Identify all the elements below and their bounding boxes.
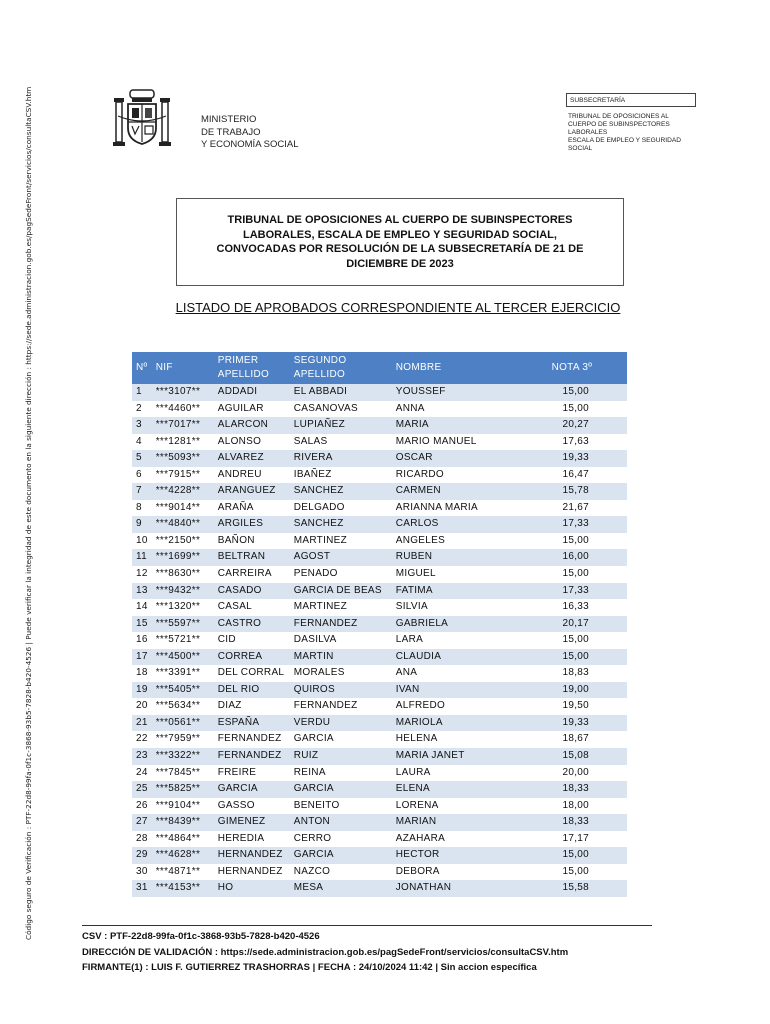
row-number: 17 bbox=[132, 649, 152, 666]
row-primer-apellido: DIAZ bbox=[217, 700, 242, 712]
row-nif: ***1699** bbox=[152, 549, 214, 566]
row-primer-apellido: ARGILES bbox=[214, 516, 290, 533]
row-nombre: ANA bbox=[395, 667, 418, 679]
row-segundo-apellido: MARTINEZ bbox=[293, 601, 348, 613]
row-number: 22 bbox=[136, 733, 148, 745]
row-nota: 17,17 bbox=[562, 832, 589, 844]
row-number: 31 bbox=[132, 880, 152, 897]
row-nombre: ANGELES bbox=[395, 534, 446, 546]
row-nif: ***5634** bbox=[155, 700, 201, 712]
row-nombre: RICARDO bbox=[395, 468, 444, 480]
header-nombre: NOMBRE bbox=[392, 352, 517, 384]
row-nif: ***2150** bbox=[155, 534, 201, 546]
row-primer-apellido: GIMENEZ bbox=[214, 814, 290, 831]
csv-code: CSV : PTF-22d8-99fa-0f1c-3868-93b5-7828-b420-4526 bbox=[82, 931, 320, 942]
row-segundo-apellido: DELGADO bbox=[293, 501, 345, 513]
table-row bbox=[132, 632, 627, 649]
row-number: 14 bbox=[136, 601, 148, 613]
row-nombre: HELENA bbox=[395, 733, 438, 745]
table-row bbox=[132, 583, 627, 600]
row-nota: 18,67 bbox=[562, 733, 589, 745]
row-nota: 20,17 bbox=[517, 616, 627, 633]
row-segundo-apellido: RUIZ bbox=[290, 748, 392, 765]
row-number: 16 bbox=[136, 634, 148, 646]
row-nombre: OSCAR bbox=[392, 450, 517, 467]
row-nota: 15,00 bbox=[562, 865, 589, 877]
row-number: 20 bbox=[136, 700, 148, 712]
row-nota: 17,63 bbox=[562, 435, 589, 447]
row-primer-apellido: GASSO bbox=[217, 799, 255, 811]
row-primer-apellido: HERNANDEZ bbox=[217, 865, 283, 877]
row-nif: ***4228** bbox=[152, 483, 214, 500]
signature-footer bbox=[82, 929, 568, 976]
row-segundo-apellido: QUIROS bbox=[290, 682, 392, 699]
row-nota: 15,00 bbox=[517, 649, 627, 666]
table-row bbox=[132, 847, 627, 864]
row-nombre: CARMEN bbox=[392, 483, 517, 500]
signer-info: FIRMANTE(1) : LUIS F. GUTIERREZ TRASHORRAS | FECHA : 24/10/2024 11:42 | Sin accion específica bbox=[82, 962, 537, 973]
ministry-name: MINISTERIO DE TRABAJO Y ECONOMÍA SOCIAL bbox=[201, 114, 299, 150]
table-row bbox=[132, 880, 627, 897]
row-segundo-apellido: RIVERA bbox=[290, 450, 392, 467]
row-primer-apellido: HEREDIA bbox=[217, 832, 265, 844]
row-number: 19 bbox=[132, 682, 152, 699]
approved-candidates-table bbox=[132, 352, 627, 897]
row-nif: ***3391** bbox=[155, 667, 201, 679]
row-primer-apellido: ADDADI bbox=[214, 384, 290, 401]
row-nombre: YOUSSEF bbox=[392, 384, 517, 401]
table-row bbox=[132, 401, 627, 418]
row-number: 29 bbox=[132, 847, 152, 864]
row-nombre: ARIANNA MARIA bbox=[395, 501, 478, 513]
table-row bbox=[132, 715, 627, 732]
row-number: 4 bbox=[136, 435, 142, 447]
row-nombre: MARIA JANET bbox=[392, 748, 517, 765]
row-nota: 15,00 bbox=[562, 634, 589, 646]
list-subtitle: LISTADO DE APROBADOS CORRESPONDIENTE AL TERCER EJERCICIO bbox=[175, 300, 621, 315]
table-row bbox=[132, 682, 627, 699]
row-nombre: MARIAN bbox=[392, 814, 517, 831]
row-nif: ***7915** bbox=[155, 468, 201, 480]
row-nif: ***4460** bbox=[155, 402, 201, 414]
row-nif: ***3107** bbox=[152, 384, 214, 401]
row-primer-apellido: ALARCON bbox=[214, 417, 290, 434]
row-primer-apellido: CARREIRA bbox=[217, 568, 272, 580]
row-segundo-apellido: SALAS bbox=[293, 435, 328, 447]
row-nif: ***9432** bbox=[152, 583, 214, 600]
table-row bbox=[132, 798, 627, 815]
table-row bbox=[132, 467, 627, 484]
row-segundo-apellido: GARCIA bbox=[290, 847, 392, 864]
row-number: 2 bbox=[136, 402, 142, 414]
table-row bbox=[132, 516, 627, 533]
row-segundo-apellido: DASILVA bbox=[293, 634, 337, 646]
row-nombre: LORENA bbox=[395, 799, 439, 811]
row-primer-apellido: BAÑON bbox=[217, 534, 255, 546]
row-number: 24 bbox=[136, 766, 148, 778]
tribunal-header-text: TRIBUNAL DE OPOSICIONES AL CUERPO DE SUBINSPECTORES LABORALES ESCALA DE EMPLEO Y SEGURIDAD SOCIAL bbox=[568, 113, 681, 152]
row-nota: 15,00 bbox=[517, 847, 627, 864]
row-number: 10 bbox=[136, 534, 148, 546]
row-primer-apellido: ARANGUEZ bbox=[214, 483, 290, 500]
table-row bbox=[132, 781, 627, 798]
row-nombre: LARA bbox=[395, 634, 424, 646]
row-number: 25 bbox=[132, 781, 152, 798]
table-row bbox=[132, 500, 627, 517]
row-nif: ***4871** bbox=[155, 865, 201, 877]
row-nombre: LAURA bbox=[395, 766, 431, 778]
row-primer-apellido: AGUILAR bbox=[217, 402, 264, 414]
table-row bbox=[132, 566, 627, 583]
row-nombre: CARLOS bbox=[392, 516, 517, 533]
row-nota: 15,08 bbox=[517, 748, 627, 765]
row-nota: 17,33 bbox=[517, 516, 627, 533]
row-segundo-apellido: MORALES bbox=[293, 667, 345, 679]
row-segundo-apellido: GARCIA bbox=[290, 781, 392, 798]
row-segundo-apellido: MESA bbox=[290, 880, 392, 897]
row-nota: 15,00 bbox=[517, 384, 627, 401]
row-primer-apellido: FREIRE bbox=[217, 766, 257, 778]
row-segundo-apellido: CASANOVAS bbox=[293, 402, 358, 414]
row-nif: ***4500** bbox=[152, 649, 214, 666]
row-nif: ***1281** bbox=[155, 435, 201, 447]
row-nombre: CLAUDIA bbox=[392, 649, 517, 666]
row-segundo-apellido: SANCHEZ bbox=[290, 483, 392, 500]
row-nombre: JONATHAN bbox=[392, 880, 517, 897]
row-number: 27 bbox=[132, 814, 152, 831]
table-row bbox=[132, 765, 627, 782]
row-nif: ***0561** bbox=[152, 715, 214, 732]
row-number: 3 bbox=[132, 417, 152, 434]
row-primer-apellido: HO bbox=[214, 880, 290, 897]
table-row bbox=[132, 434, 627, 451]
row-nota: 19,33 bbox=[517, 715, 627, 732]
table-row bbox=[132, 665, 627, 682]
row-nif: ***9104** bbox=[155, 799, 201, 811]
row-number: 8 bbox=[136, 501, 142, 513]
row-nif: ***5093** bbox=[152, 450, 214, 467]
row-nota: 16,47 bbox=[562, 468, 589, 480]
row-nombre: ALFREDO bbox=[395, 700, 446, 712]
footer-separator bbox=[82, 925, 652, 926]
row-primer-apellido: HERNANDEZ bbox=[214, 847, 290, 864]
row-nota: 15,78 bbox=[517, 483, 627, 500]
row-nota: 18,00 bbox=[562, 799, 589, 811]
table-row bbox=[132, 814, 627, 831]
row-number: 21 bbox=[132, 715, 152, 732]
row-number: 30 bbox=[136, 865, 148, 877]
row-nota: 15,00 bbox=[562, 534, 589, 546]
row-primer-apellido: DEL RIO bbox=[214, 682, 290, 699]
row-nif: ***8439** bbox=[152, 814, 214, 831]
row-segundo-apellido: ANTON bbox=[290, 814, 392, 831]
row-primer-apellido: CASAL bbox=[217, 601, 253, 613]
row-nombre: MIGUEL bbox=[395, 568, 436, 580]
table-row bbox=[132, 864, 627, 881]
row-nombre: MARIO MANUEL bbox=[395, 435, 477, 447]
row-nota: 18,83 bbox=[562, 667, 589, 679]
row-primer-apellido: FERNANDEZ bbox=[217, 733, 282, 745]
row-number: 13 bbox=[132, 583, 152, 600]
row-nota: 15,58 bbox=[517, 880, 627, 897]
row-primer-apellido: DEL CORRAL bbox=[217, 667, 285, 679]
header-nota: NOTA 3º bbox=[517, 352, 627, 384]
row-nif: ***4153** bbox=[152, 880, 214, 897]
row-nif: ***5597** bbox=[152, 616, 214, 633]
row-nif: ***9014** bbox=[155, 501, 201, 513]
row-segundo-apellido: CERRO bbox=[293, 832, 332, 844]
row-segundo-apellido: PENADO bbox=[293, 568, 338, 580]
row-number: 11 bbox=[132, 549, 152, 566]
row-number: 7 bbox=[132, 483, 152, 500]
table-row bbox=[132, 483, 627, 500]
row-nota: 15,00 bbox=[562, 402, 589, 414]
table-row bbox=[132, 450, 627, 467]
subsecretaria-box: SUBSECRETARÍA bbox=[566, 93, 696, 107]
table-row bbox=[132, 384, 627, 401]
row-nombre: ANNA bbox=[395, 402, 425, 414]
row-primer-apellido: ALONSO bbox=[217, 435, 262, 447]
row-nombre: AZAHARA bbox=[395, 832, 446, 844]
table-row bbox=[132, 616, 627, 633]
row-segundo-apellido: AGOST bbox=[290, 549, 392, 566]
row-nif: ***7845** bbox=[155, 766, 201, 778]
row-nif: ***5825** bbox=[152, 781, 214, 798]
row-nota: 16,33 bbox=[562, 601, 589, 613]
row-number: 23 bbox=[132, 748, 152, 765]
row-primer-apellido: ESPAÑA bbox=[214, 715, 290, 732]
row-segundo-apellido: MARTIN bbox=[290, 649, 392, 666]
row-nombre: FATIMA bbox=[392, 583, 517, 600]
table-row bbox=[132, 698, 627, 715]
row-number: 18 bbox=[136, 667, 148, 679]
row-nombre: MARIA bbox=[392, 417, 517, 434]
row-nombre: ELENA bbox=[392, 781, 517, 798]
row-nif: ***4628** bbox=[152, 847, 214, 864]
header-segundo-apellido: SEGUNDO APELLIDO bbox=[290, 352, 392, 384]
table-row bbox=[132, 649, 627, 666]
row-segundo-apellido: VERDU bbox=[290, 715, 392, 732]
row-nota: 16,00 bbox=[517, 549, 627, 566]
row-nota: 18,33 bbox=[517, 781, 627, 798]
row-nota: 18,33 bbox=[517, 814, 627, 831]
row-number: 9 bbox=[132, 516, 152, 533]
row-nombre: HECTOR bbox=[392, 847, 517, 864]
row-number: 12 bbox=[136, 568, 148, 580]
row-segundo-apellido: IBAÑEZ bbox=[293, 468, 332, 480]
header-primer-apellido: PRIMER APELLIDO bbox=[214, 352, 290, 384]
document-title-box: TRIBUNAL DE OPOSICIONES AL CUERPO DE SUBINSPECTORES LABORALES, ESCALA DE EMPLEO Y SEGURIDAD SOCIAL, CONVOCADAS POR RESOLUCIÓN DE LA SUBSECRETARÍA DE 21 DE DICIEMBRE DE 2023 bbox=[176, 198, 624, 286]
row-nota: 19,33 bbox=[517, 450, 627, 467]
row-nombre: RUBEN bbox=[392, 549, 517, 566]
header-nif: NIF bbox=[152, 352, 214, 384]
table-row bbox=[132, 731, 627, 748]
row-segundo-apellido: SANCHEZ bbox=[290, 516, 392, 533]
row-segundo-apellido: NAZCO bbox=[293, 865, 331, 877]
row-nombre: DEBORA bbox=[395, 865, 440, 877]
coat-of-arms-icon bbox=[112, 88, 172, 152]
row-nota: 19,00 bbox=[517, 682, 627, 699]
row-nombre: GABRIELA bbox=[392, 616, 517, 633]
row-nota: 15,00 bbox=[562, 568, 589, 580]
row-primer-apellido: ALVAREZ bbox=[214, 450, 290, 467]
row-segundo-apellido: REINA bbox=[293, 766, 326, 778]
row-nombre: IVAN bbox=[392, 682, 517, 699]
row-nif: ***1320** bbox=[155, 601, 201, 613]
validation-address: DIRECCIÓN DE VALIDACIÓN : https://sede.administracion.gob.es/pagSedeFront/servicios/consultaCSV.htm bbox=[82, 946, 569, 958]
row-nif: ***4840** bbox=[152, 516, 214, 533]
row-segundo-apellido: FERNANDEZ bbox=[293, 700, 358, 712]
row-nota: 20,00 bbox=[562, 766, 589, 778]
row-segundo-apellido: FERNANDEZ bbox=[290, 616, 392, 633]
table-row bbox=[132, 748, 627, 765]
row-primer-apellido: FERNANDEZ bbox=[214, 748, 290, 765]
row-primer-apellido: BELTRAN bbox=[214, 549, 290, 566]
row-segundo-apellido: EL ABBADI bbox=[290, 384, 392, 401]
row-primer-apellido: CID bbox=[217, 634, 236, 646]
row-number: 26 bbox=[136, 799, 148, 811]
row-primer-apellido: ANDREU bbox=[217, 468, 262, 480]
table-row bbox=[132, 831, 627, 848]
row-segundo-apellido: GARCIA DE BEAS bbox=[290, 583, 392, 600]
table-row bbox=[132, 417, 627, 434]
row-nif: ***8630** bbox=[155, 568, 201, 580]
row-nota: 21,67 bbox=[562, 501, 589, 513]
row-nif: ***5721** bbox=[155, 634, 201, 646]
table-row bbox=[132, 599, 627, 616]
row-primer-apellido: CORREA bbox=[214, 649, 290, 666]
row-nif: ***5405** bbox=[152, 682, 214, 699]
table-row bbox=[132, 533, 627, 550]
row-number: 6 bbox=[136, 468, 142, 480]
row-nif: ***7017** bbox=[152, 417, 214, 434]
table-header-row bbox=[132, 352, 627, 384]
row-number: 15 bbox=[132, 616, 152, 633]
row-segundo-apellido: LUPIAÑEZ bbox=[290, 417, 392, 434]
row-nota: 17,33 bbox=[517, 583, 627, 600]
row-nif: ***3322** bbox=[152, 748, 214, 765]
row-primer-apellido: CASTRO bbox=[214, 616, 290, 633]
row-segundo-apellido: GARCIA bbox=[293, 733, 334, 745]
verification-side-text: Código seguro de Verificación : PTF-22d8-99fa-0f1c-3868-93b5-7828-b420-4526 | Puede verificar la integridad de este documento en la siguiente dirección : https://sede.administracion.gob.es/pagSedeFront/servicios/consultaCSV.htm bbox=[24, 86, 33, 940]
row-primer-apellido: GARCIA bbox=[214, 781, 290, 798]
row-number: 5 bbox=[132, 450, 152, 467]
header-number: Nº bbox=[132, 352, 152, 384]
row-nombre: SILVIA bbox=[395, 601, 428, 613]
row-nota: 19,50 bbox=[562, 700, 589, 712]
row-number: 1 bbox=[132, 384, 152, 401]
row-nota: 20,27 bbox=[517, 417, 627, 434]
row-segundo-apellido: MARTINEZ bbox=[293, 534, 348, 546]
row-number: 28 bbox=[136, 832, 148, 844]
row-primer-apellido: CASADO bbox=[214, 583, 290, 600]
row-nif: ***4864** bbox=[155, 832, 201, 844]
row-nif: ***7959** bbox=[155, 733, 201, 745]
row-primer-apellido: ARAÑA bbox=[217, 501, 254, 513]
row-nombre: MARIOLA bbox=[392, 715, 517, 732]
table-row bbox=[132, 549, 627, 566]
row-segundo-apellido: BENEITO bbox=[293, 799, 340, 811]
